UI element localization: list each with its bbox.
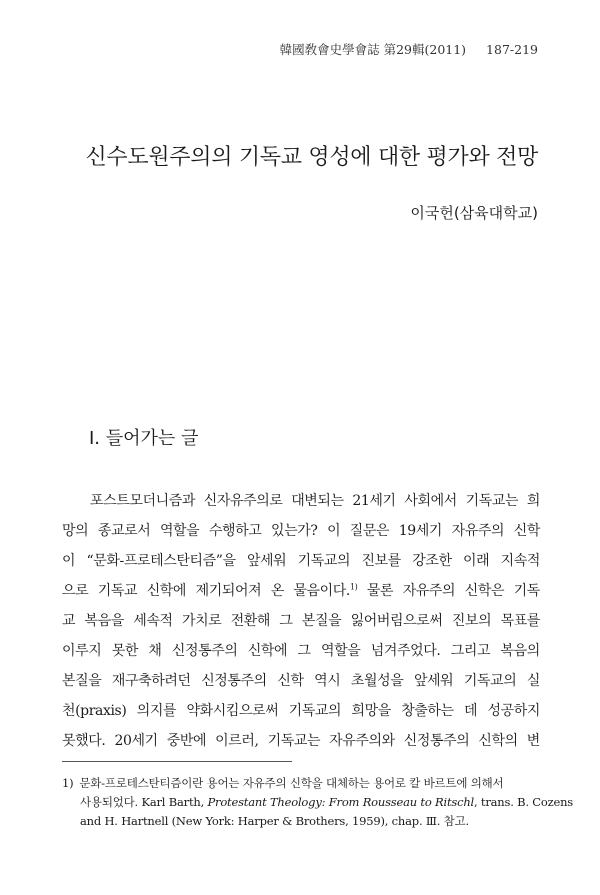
body-word: 온 bbox=[270, 583, 284, 599]
body-word: 역할을 bbox=[159, 523, 200, 539]
body-word: 신학에 bbox=[247, 643, 288, 659]
body-line bbox=[62, 486, 540, 516]
body-word: 희 bbox=[526, 493, 540, 509]
footnote-reference[interactable]: 1) bbox=[349, 582, 358, 592]
footnote-line-2 bbox=[62, 793, 573, 812]
body-word: 사회에서 bbox=[404, 493, 457, 509]
body-word: 19세기 bbox=[398, 523, 443, 539]
body-word: 성공하지 bbox=[487, 703, 540, 719]
body-word: 진보의 bbox=[451, 613, 492, 629]
body-word: 기독교는 bbox=[267, 733, 321, 749]
footnote-text-2b: , trans. B. Cozens bbox=[474, 795, 573, 809]
body-line bbox=[62, 576, 540, 606]
body-word: 기독 bbox=[513, 583, 540, 599]
body-word: 초월성을 bbox=[350, 673, 404, 689]
body-word: 창출하는 bbox=[401, 703, 454, 719]
body-word: 역할을 bbox=[321, 643, 361, 659]
body-word: 있는가? bbox=[271, 523, 318, 539]
page-range: 187-219 bbox=[486, 42, 538, 57]
body-word: 진보를 bbox=[361, 553, 401, 569]
body-word: 그리고 bbox=[450, 643, 491, 659]
body-word: 채 bbox=[148, 643, 162, 659]
body-word: 재구축하려던 bbox=[111, 673, 191, 689]
footnote-line-3 bbox=[62, 812, 540, 831]
body-word: 기독교의 bbox=[463, 673, 517, 689]
article-title: 신수도원주의의 기독교 영성에 대한 평가와 전망 bbox=[85, 145, 538, 170]
journal-name: 韓國敎會史學會誌 第29輯(2011) bbox=[279, 42, 467, 57]
body-word: 이루지 bbox=[62, 643, 102, 659]
body-line bbox=[62, 636, 540, 666]
body-word: 전환해 bbox=[230, 613, 271, 629]
body-word: 못한 bbox=[111, 643, 138, 659]
body-word: 약화시킴으로써 bbox=[186, 703, 279, 719]
body-word: 신학 bbox=[277, 673, 304, 689]
body-line bbox=[62, 696, 540, 726]
body-word: 중반에 bbox=[166, 733, 207, 749]
body-word: 신학 bbox=[513, 523, 540, 539]
body-word: 복음의 bbox=[500, 643, 540, 659]
body-word: 강조한 bbox=[412, 553, 452, 569]
body-word: 교 bbox=[62, 613, 76, 629]
body-word: 신학의 bbox=[478, 733, 518, 749]
body-word: 기독교의 bbox=[288, 703, 342, 719]
body-word: 실 bbox=[526, 673, 540, 689]
body-word: 기독교는 bbox=[465, 493, 519, 509]
body-word: 잃어버림으로써 bbox=[350, 613, 443, 629]
body-word: 앞세워 bbox=[246, 553, 287, 569]
body-word: 복음을 bbox=[84, 613, 124, 629]
body-word: 신정통주의 bbox=[171, 643, 238, 659]
body-word: 희망을 bbox=[351, 703, 391, 719]
body-word: 기독교 bbox=[97, 583, 138, 599]
body-word: 목표를 bbox=[500, 613, 540, 629]
body-word: 이래 bbox=[463, 553, 490, 569]
body-word: 기독교의 bbox=[297, 553, 351, 569]
body-word: 천(praxis) bbox=[62, 703, 127, 719]
body-word: 앞세워 bbox=[413, 673, 454, 689]
section-heading: Ⅰ. 들어가는 글 bbox=[89, 428, 199, 449]
body-word: 그 bbox=[279, 613, 293, 629]
journal-header bbox=[280, 40, 538, 58]
body-word: 데 bbox=[464, 703, 478, 719]
body-word: 대변되는 bbox=[291, 493, 344, 509]
body-word: “문화-프로테스탄티즘”을 bbox=[86, 553, 236, 569]
body-word: 지속적 bbox=[500, 553, 540, 569]
body-line bbox=[62, 516, 540, 546]
body-line bbox=[62, 546, 540, 576]
body-word: 신정통주의 bbox=[403, 733, 470, 749]
body-word: 본질을 bbox=[301, 613, 342, 629]
footnote-text-2a: 사용되었다. Karl Barth, bbox=[80, 795, 205, 809]
body-word: 이 bbox=[327, 523, 341, 539]
body-word: 의지를 bbox=[136, 703, 177, 719]
body-word: 물론 bbox=[366, 583, 394, 599]
body-line bbox=[62, 666, 540, 696]
body-line bbox=[62, 726, 540, 756]
body-word: 수행하고 bbox=[208, 523, 262, 539]
body-text bbox=[62, 486, 540, 756]
body-word: 종교로서 bbox=[97, 523, 151, 539]
body-word: 20세기 bbox=[114, 733, 158, 749]
body-word: 포스트모더니즘과 bbox=[90, 493, 195, 509]
footnote bbox=[62, 774, 573, 831]
body-word: 신학은 bbox=[464, 583, 505, 599]
footnote-line-1 bbox=[62, 774, 540, 793]
author-affiliation: 이국헌(삼육대학교) bbox=[410, 204, 538, 222]
body-word: 질문은 bbox=[349, 523, 390, 539]
body-word: 신정통주의 bbox=[201, 673, 267, 689]
body-word: 제기되어져 bbox=[195, 583, 262, 599]
footnote-book-title: Protestant Theology: From Rousseau to Ritschl bbox=[207, 795, 475, 809]
body-word: 세속적 bbox=[133, 613, 173, 629]
body-word: 변 bbox=[526, 733, 540, 749]
body-word: 망의 bbox=[62, 523, 89, 539]
body-word: 이르러, bbox=[215, 733, 259, 749]
body-word: 으로 bbox=[62, 583, 89, 599]
body-word: 이 bbox=[62, 553, 76, 569]
body-word: 신자유주의로 bbox=[203, 493, 283, 509]
body-word: 자유주의 bbox=[402, 583, 456, 599]
body-word: 물음이다.$^{1)}$ bbox=[293, 582, 358, 599]
body-word: 자유주의 bbox=[451, 523, 505, 539]
footnote-text-1: 문화-프로테스탄티즘이란 용어는 자유주의 신학을 대체하는 용어로 칼 바르트에 의해서 bbox=[79, 776, 504, 790]
body-word: 역시 bbox=[314, 673, 341, 689]
body-word: 못했다. bbox=[62, 733, 106, 749]
body-word: 신학에 bbox=[146, 583, 187, 599]
body-word: 넘겨주었다. bbox=[370, 643, 441, 659]
body-word: 그 bbox=[297, 643, 311, 659]
body-word: 본질을 bbox=[62, 673, 102, 689]
body-word: 21세기 bbox=[352, 493, 396, 509]
footnote-divider bbox=[62, 761, 292, 762]
body-word: 가치로 bbox=[181, 613, 222, 629]
footnote-text-3: and H. Hartnell (New York: Harper & Brothers, 1959), chap. Ⅲ. 참고. bbox=[80, 814, 469, 828]
body-line bbox=[62, 606, 540, 636]
footnote-number: 1) bbox=[62, 776, 74, 790]
body-word: 자유주의와 bbox=[329, 733, 395, 749]
